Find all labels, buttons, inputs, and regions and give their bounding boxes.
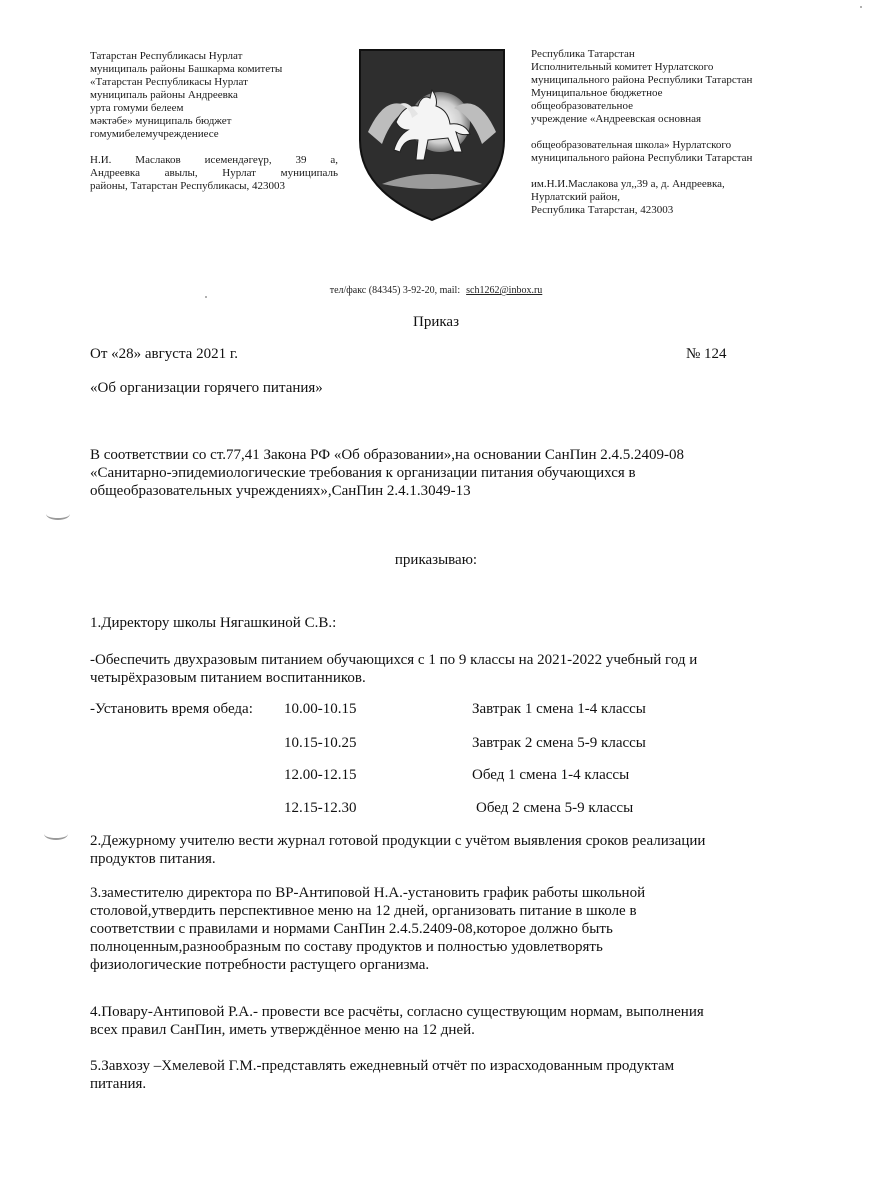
header-left-line: урта гомуми белеем [90,102,184,114]
preamble-line: общеобразовательных учреждениях»,СанПин 2.4.1.3049-13 [90,483,471,499]
item5 [90,1057,810,1093]
item2-line: продуктов питания. [90,851,216,867]
punch-hole-mark [44,828,68,840]
item3-line: соответствии с правилами и нормами СанПин 2.4.5.2409-08,которое должно быть [90,921,613,937]
item5-line: питания. [90,1076,147,1092]
item2-line: 2.Дежурному учителю вести журнал готовой продукции с учётом выявления сроков реализации [90,833,706,849]
item4 [90,1003,810,1039]
header-left-line: «Татарстан Республикасы Нурлат [90,76,248,88]
header-right-address-line: Республика Татарстан, 423003 [531,204,674,216]
header-left-line: муниципаль районы Андреевка [90,89,238,101]
order-number: № 124 [686,346,727,362]
item5-line: 5.Завхозу –Хмелевой Г.М.-представлять ежедневный отчёт по израсходованным продуктам [90,1058,675,1074]
item4-line: всех правил СанПин, иметь утверждённое меню на 12 дней. [90,1022,475,1038]
preamble [90,446,810,500]
order-date: От «28» августа 2021 г. [90,346,239,362]
item3-line: физиологические потребности растущего организма. [90,957,430,973]
item1-meals [90,651,810,687]
header-left-address-line: районы, Татарстан Республикасы, 423003 [90,180,286,192]
header-right-line: муниципального района Республики Татарстан [531,152,753,164]
item4-line: 4.Повару-Антиповой Р.А.- провести все расчёты, согласно существующим нормам, выполнения [90,1004,704,1020]
header-right-address-line: Нурлатский район, [531,191,620,203]
header-right-address-line: им.Н.И.Маслакова ул,,39 а, д. Андреевка, [531,178,725,190]
header-right-line: учреждение «Андреевская основная [531,113,702,125]
item1-meals-line: -Обеспечить двухразовым питанием обучающихся с 1 по 9 классы на 2021-2022 учебный год и [90,652,698,668]
schedule-time: 12.15-12.30 [284,800,357,816]
header-left-line: гомумибелемучреждениесе [90,128,219,140]
item3-line: столовой,утвердить перспективное меню на 12 дней, организовать питание в школе в [90,903,637,919]
header-left-line: мәктәбе» муниципаль бюджет [90,115,232,127]
header-left-address-line: Андреевка авылы, Нурлат муниципаль [90,167,338,179]
schedule-time: 12.00-12.15 [284,767,357,783]
header-right-line: общеобразовательное [531,100,633,112]
phone-text: тел/факс (84345) 3-92-20, mail: [329,285,461,296]
item1-heading: 1.Директору школы Нягашкиной С.В.: [90,615,337,631]
schedule-time: 10.15-10.25 [284,735,357,751]
schedule-desc: Обед 2 смена 5-9 классы [476,800,634,816]
schedule-desc: Завтрак 2 смена 5-9 классы [472,735,646,751]
document-title: Приказ [412,314,459,330]
header-right-line: Республика Татарстан [531,48,635,60]
schedule-desc: Завтрак 1 смена 1-4 классы [472,701,646,717]
item3 [90,884,810,974]
header-left [90,50,338,193]
header-right-line: Муниципальное бюджетное [531,87,663,99]
schedule-desc: Обед 1 смена 1-4 классы [472,767,630,783]
scan-dust [860,6,862,8]
header-left-line: муниципаль районы Башкарма комитеты [90,63,283,75]
header-right-line: общеобразовательная школа» Нурлатского [531,139,732,151]
header-right-line: Исполнительный комитет Нурлатского [531,61,714,73]
header-left-line: Татарстан Республикасы Нурлат [90,50,243,62]
contacts-line [0,285,872,296]
preamble-line: «Санитарно-эпидемиологические требования к организации питания обучающихся в [90,465,636,481]
schedule-time: 10.00-10.15 [284,701,357,717]
order-word: приказываю: [394,552,478,568]
item2 [90,832,810,868]
header-right-line: муниципального района Республики Татарстан [531,74,753,86]
preamble-line: В соответствии со ст.77,41 Закона РФ «Об образовании»,на основании СанПин 2.4.5.2409-08 [90,447,684,463]
order-subject: «Об организации горячего питания» [90,380,323,396]
item3-line: 3.заместителю директора по ВР-Антиповой Н.А.-установить график работы школьной [90,885,646,901]
tatarstan-emblem-icon [352,44,512,224]
item3-line: полноценным,разнообразным по составу продуктов и полностью удовлетворять [90,939,603,955]
item1-meals-line: четырёхразовым питанием воспитанников. [90,670,366,686]
scan-dust [205,296,207,298]
header-left-address-line: Н.И. Маслаков исемендәгеүр, 39 а, [90,154,338,166]
email-link[interactable]: sch1262@inbox.ru [466,285,543,296]
header-right [531,48,831,217]
punch-hole-mark [46,508,70,520]
schedule-label: -Установить время обеда: [90,701,253,717]
